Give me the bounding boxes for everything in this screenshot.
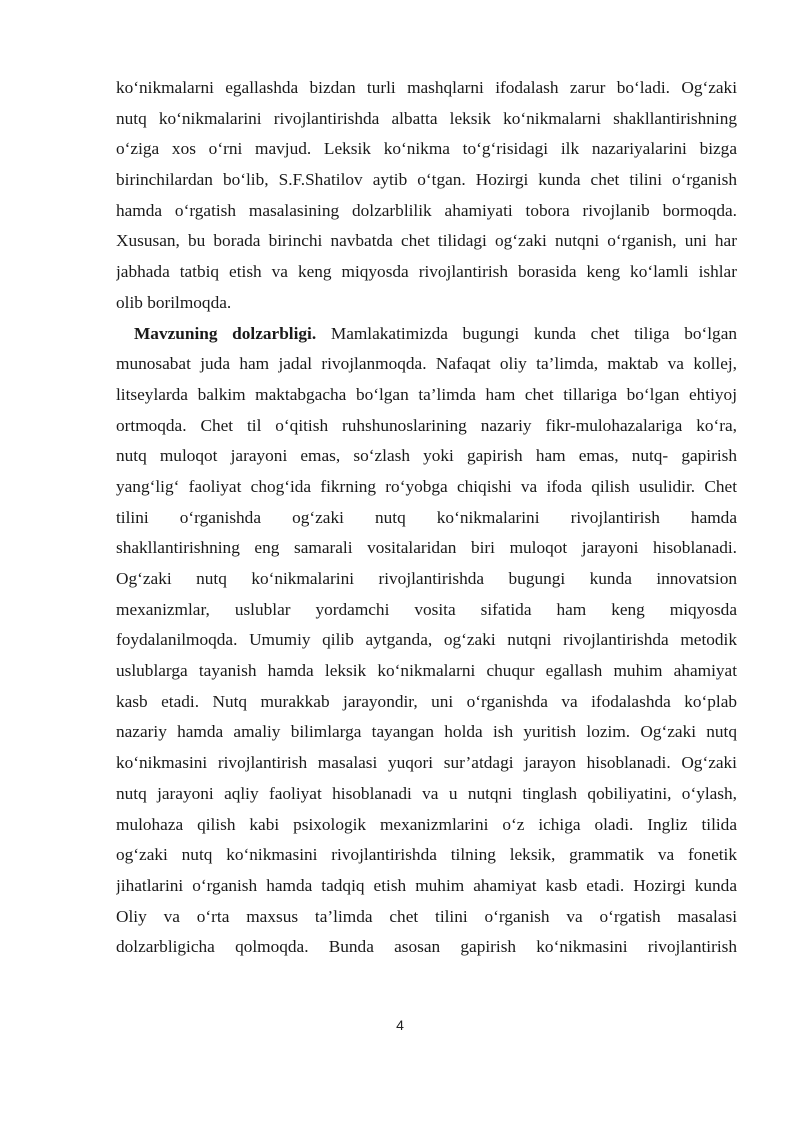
- text-line: litseylarda balkim maktabgacha bo‘lgan ta’limda ham chet tillariga bo‘lgan ehtiyoj: [116, 384, 737, 404]
- text-line: dolzarbligicha qolmoqda. Bunda asosan gapirish ko‘nikmasini rivojlantirish: [116, 937, 737, 957]
- text-line: Og‘zaki nutq ko‘nikmalarini rivojlantirishda bugungi kunda innovatsion: [116, 569, 737, 588]
- text-line: uslublarga tayanish hamda leksik ko‘nikmalarni chuqur egallash muhim ahamiyat: [116, 661, 737, 681]
- page-number: 4: [396, 1017, 404, 1033]
- text-line: munosabat juda ham jadal rivojlanmoqda. Nafaqat oliy ta’limda, maktab va kollej,: [116, 354, 737, 374]
- text-line: og‘zaki nutq ko‘nikmasini rivojlantirishda tilning leksik, grammatik va fonetik: [116, 845, 737, 865]
- text-line: foydalanilmoqda. Umumiy qilib aytganda, og‘zaki nutqni rivojlantirishda metodik: [116, 630, 737, 650]
- text-line: nutq muloqot jarayoni emas, so‘zlash yoki gapirish ham emas, nutq- gapirish: [116, 446, 737, 466]
- text-line: shakllantirishning eng samarali vositalaridan biri muloqot jarayoni hisoblanadi.: [116, 538, 737, 558]
- text-line: jabhada tatbiq etish va keng miqyosda rivojlantirish borasida keng ko‘lamli ishlar: [116, 262, 737, 282]
- section-heading: Mavzuning dolzarbligi.: [134, 323, 317, 343]
- text-line: ortmoqda. Chet til o‘qitish ruhshunoslarining nazariy fikr-mulohazalariga ko‘ra,: [116, 415, 737, 435]
- text-line: birinchilardan bo‘lib, S.F.Shatilov aytib o‘tgan. Hozirgi kunda chet tilini o‘rganish: [116, 170, 737, 190]
- text-line: nazariy hamda amaliy bilimlarga tayangan holda ish yuritish lozim. Og‘zaki nutq: [116, 722, 737, 742]
- text-line: hamda o‘rgatish masalasining dolzarblilik ahamiyati tobora rivojlanib bormoqda.: [116, 200, 737, 220]
- body-text: [116, 73, 737, 963]
- text-line: Xususan, bu borada birinchi navbatda chet tilidagi og‘zaki nutqni o‘rganish, uni har: [116, 231, 737, 251]
- text-line: o‘ziga xos o‘rni mavjud. Leksik ko‘nikma to‘g‘risidagi ilk nazariyalarini bizga: [116, 139, 737, 159]
- text-line: olib borilmoqda.: [116, 292, 232, 312]
- text-line: yang‘lig‘ faoliyat chog‘ida fikrning ro‘yobga chiqishi va ifoda qilish usulidir. Chet: [116, 476, 737, 496]
- text-line: ko‘nikmasini rivojlantirish masalasi yuqori sur’atdagi jarayon hisoblanadi. Og‘zaki: [116, 753, 737, 773]
- text-line: mexanizmlar, uslublar yordamchi vosita sifatida ham keng miqyosda: [116, 599, 737, 619]
- text-line: jihatlarini o‘rganish hamda tadqiq etish muhim ahamiyat kasb etadi. Hozirgi kunda: [116, 875, 737, 895]
- text-line: mulohaza qilish kabi psixologik mexanizmlarini o‘z ichiga oladi. Ingliz tilida: [116, 814, 737, 834]
- text-line: nutq jarayoni aqliy faoliyat hisoblanadi va u nutqni tinglash qobiliyatini, o‘ylash,: [116, 783, 737, 803]
- text-line: Oliy va o‘rta maxsus ta’limda chet tilini o‘rganish va o‘rgatish masalasi: [116, 906, 737, 926]
- section-heading-line: [116, 319, 737, 350]
- text-line: ko‘nikmalarni egallashda bizdan turli mashqlarni ifodalash zarur bo‘ladi. Og‘zaki: [116, 78, 737, 97]
- text-line: nutq ko‘nikmalarini rivojlantirishda albatta leksik ko‘nikmalarni shakllantirishning: [116, 108, 737, 128]
- text-line: kasb etadi. Nutq murakkab jarayondir, uni o‘rganishda va ifodalashda ko‘plab: [116, 691, 737, 711]
- text-line: tilini o‘rganishda og‘zaki nutq ko‘nikmalarini rivojlantirish hamda: [116, 507, 737, 527]
- heading-continuation: Mamlakatimizda bugungi kunda chet tiliga bo‘lgan: [330, 323, 737, 343]
